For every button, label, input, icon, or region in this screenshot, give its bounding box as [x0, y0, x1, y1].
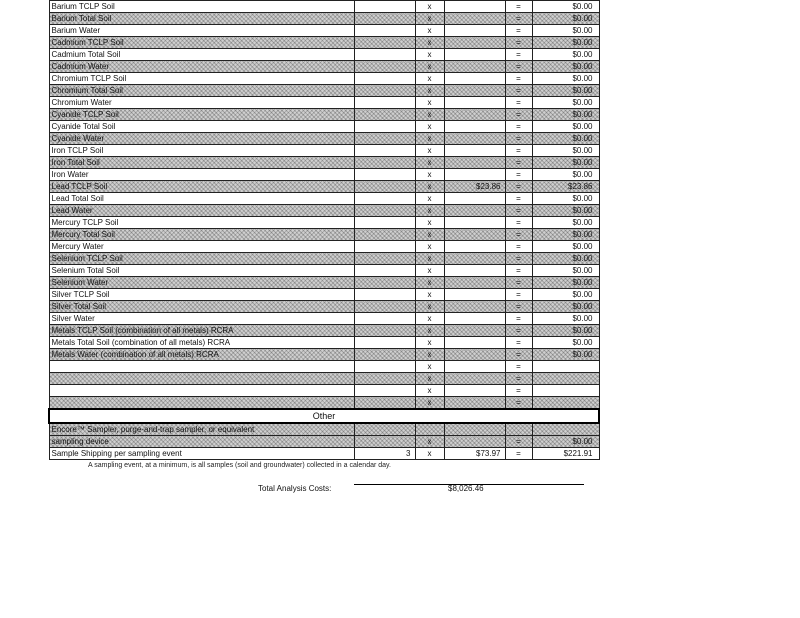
cell-x: x [415, 145, 444, 157]
cell-eq: = [505, 73, 532, 85]
cell-eq: = [505, 337, 532, 349]
cell-x: x [415, 181, 444, 193]
cell-x: x [415, 373, 444, 385]
cell-qty [354, 1, 415, 13]
cell-desc: Cyanide TCLP Soil [49, 109, 354, 121]
cell-unit [444, 1, 505, 13]
cell-total: $0.00 [532, 1, 599, 13]
cell-x: x [415, 361, 444, 373]
table-row [49, 361, 599, 373]
cell-unit [444, 289, 505, 301]
cell-desc [49, 361, 354, 373]
cell-desc [49, 385, 354, 397]
cell-qty [354, 97, 415, 109]
cell-unit [444, 397, 505, 410]
cell-total: $0.00 [532, 13, 599, 25]
cell-unit [444, 85, 505, 97]
cell-desc: Barium Water [49, 25, 354, 37]
cell-unit [444, 229, 505, 241]
cell-qty [354, 373, 415, 385]
table-row [49, 73, 599, 85]
table-row [49, 448, 599, 460]
cell-unit [444, 265, 505, 277]
cell-qty: 3 [354, 448, 415, 460]
cell-x: x [415, 436, 444, 448]
cell-x: x [415, 217, 444, 229]
cell-eq: = [505, 289, 532, 301]
cell-unit [444, 361, 505, 373]
cell-unit [444, 25, 505, 37]
cell-total: $0.00 [532, 109, 599, 121]
total-analysis-value-cell [354, 484, 584, 493]
cell-total: $0.00 [532, 61, 599, 73]
cell-desc [49, 397, 354, 410]
cell-desc: Metals Total Soil (combination of all metals) RCRA [49, 337, 354, 349]
cell-unit [444, 337, 505, 349]
table-row [49, 37, 599, 49]
cell-total: $0.00 [532, 85, 599, 97]
cell-x: x [415, 301, 444, 313]
cell-x: x [415, 313, 444, 325]
cell-total [532, 361, 599, 373]
cell-eq: = [505, 325, 532, 337]
cell-unit [444, 277, 505, 289]
cell-unit [444, 121, 505, 133]
cell-qty [354, 49, 415, 61]
cell-unit [444, 423, 505, 436]
cell-desc: Chromium Total Soil [49, 85, 354, 97]
cell-eq: = [505, 61, 532, 73]
table-row [49, 109, 599, 121]
table-row [49, 97, 599, 109]
cell-total: $0.00 [532, 349, 599, 361]
cell-eq [505, 423, 532, 436]
cell-unit [444, 97, 505, 109]
cell-x: x [415, 277, 444, 289]
cell-total: $0.00 [532, 265, 599, 277]
cell-x: x [415, 37, 444, 49]
cell-x: x [415, 1, 444, 13]
cell-eq: = [505, 301, 532, 313]
cell-total: $221.91 [532, 448, 599, 460]
cell-desc: sampling device [49, 436, 354, 448]
total-analysis-label: Total Analysis Costs: [258, 484, 332, 493]
cell-desc: Selenium Water [49, 277, 354, 289]
cell-qty [354, 193, 415, 205]
cell-unit [444, 313, 505, 325]
cell-desc: Barium TCLP Soil [49, 1, 354, 13]
cell-desc: Silver Water [49, 313, 354, 325]
cell-total: $0.00 [532, 229, 599, 241]
cell-eq: = [505, 181, 532, 193]
cell-eq: = [505, 205, 532, 217]
table-row [49, 49, 599, 61]
cell-unit [444, 13, 505, 25]
cell-desc: Metals TCLP Soil (combination of all metals) RCRA [49, 325, 354, 337]
cell-qty [354, 253, 415, 265]
table-row [49, 121, 599, 133]
analysis-rows [49, 1, 599, 410]
cell-qty [354, 61, 415, 73]
cell-qty [354, 133, 415, 145]
cell-desc: Iron Water [49, 169, 354, 181]
cell-qty [354, 37, 415, 49]
cell-eq: = [505, 349, 532, 361]
cell-total: $0.00 [532, 217, 599, 229]
cell-eq: = [505, 13, 532, 25]
cell-eq: = [505, 448, 532, 460]
cell-x: x [415, 121, 444, 133]
cell-total [532, 373, 599, 385]
cell-qty [354, 217, 415, 229]
cell-eq: = [505, 97, 532, 109]
cell-unit: $73.97 [444, 448, 505, 460]
cell-x: x [415, 49, 444, 61]
table-row [49, 205, 599, 217]
table-row [49, 253, 599, 265]
cell-qty [354, 313, 415, 325]
cell-total [532, 385, 599, 397]
cell-qty [354, 337, 415, 349]
cell-eq: = [505, 1, 532, 13]
cell-x: x [415, 229, 444, 241]
cell-desc: Cadmium Water [49, 61, 354, 73]
cell-qty [354, 181, 415, 193]
table-row [49, 265, 599, 277]
cell-x: x [415, 337, 444, 349]
cell-desc: Cyanide Total Soil [49, 121, 354, 133]
cell-x: x [415, 397, 444, 410]
cell-qty [354, 229, 415, 241]
table-row [49, 385, 599, 397]
cell-eq: = [505, 109, 532, 121]
cell-unit [444, 217, 505, 229]
cell-desc: Encore™ Sampler, purge-and-trap sampler, or equivalent [49, 423, 354, 436]
cell-total: $0.00 [532, 301, 599, 313]
cell-x [415, 423, 444, 436]
table-row [49, 1, 599, 13]
cell-x: x [415, 73, 444, 85]
cell-qty [354, 169, 415, 181]
cell-desc: Chromium Water [49, 97, 354, 109]
cell-total: $0.00 [532, 25, 599, 37]
cell-x: x [415, 13, 444, 25]
cell-unit [444, 373, 505, 385]
cell-x: x [415, 193, 444, 205]
cell-unit [444, 37, 505, 49]
table-row [49, 193, 599, 205]
cell-x: x [415, 157, 444, 169]
cell-qty [354, 385, 415, 397]
table-row [49, 61, 599, 73]
cell-eq: = [505, 277, 532, 289]
table-row [49, 25, 599, 37]
table-row [49, 397, 599, 410]
cell-unit [444, 301, 505, 313]
cell-total: $0.00 [532, 37, 599, 49]
cell-qty [354, 241, 415, 253]
table-row [49, 277, 599, 289]
cell-desc: Silver TCLP Soil [49, 289, 354, 301]
cell-unit [444, 157, 505, 169]
cell-desc: Mercury Water [49, 241, 354, 253]
cell-x: x [415, 241, 444, 253]
cell-unit [444, 385, 505, 397]
cell-desc: Selenium TCLP Soil [49, 253, 354, 265]
table-row [49, 133, 599, 145]
cell-qty [354, 73, 415, 85]
table-row [49, 217, 599, 229]
cell-x: x [415, 205, 444, 217]
cell-unit [444, 436, 505, 448]
cell-qty [354, 423, 415, 436]
cell-desc [49, 373, 354, 385]
other-section-header [49, 409, 599, 423]
cell-qty [354, 157, 415, 169]
cell-total: $0.00 [532, 49, 599, 61]
cell-qty [354, 436, 415, 448]
cell-desc: Lead Water [49, 205, 354, 217]
cell-desc: Metals Water (combination of all metals) RCRA [49, 349, 354, 361]
cell-x: x [415, 109, 444, 121]
cell-qty [354, 301, 415, 313]
cell-x: x [415, 253, 444, 265]
table-row [49, 373, 599, 385]
cell-qty [354, 205, 415, 217]
cell-eq: = [505, 241, 532, 253]
cell-qty [354, 265, 415, 277]
table-row [49, 157, 599, 169]
cell-eq: = [505, 157, 532, 169]
cell-qty [354, 277, 415, 289]
cell-x: x [415, 325, 444, 337]
table-row [49, 349, 599, 361]
cell-total: $0.00 [532, 73, 599, 85]
cost-table [48, 0, 593, 460]
table-row [49, 145, 599, 157]
table-row [49, 423, 599, 436]
cell-eq: = [505, 193, 532, 205]
cell-total [532, 423, 599, 436]
cell-desc: Mercury Total Soil [49, 229, 354, 241]
footnote: A sampling event, at a minimum, is all samples (soil and groundwater) collected in a calendar day. [88, 462, 391, 469]
cell-qty [354, 25, 415, 37]
cell-total: $0.00 [532, 253, 599, 265]
cell-total: $0.00 [532, 325, 599, 337]
cell-total [532, 397, 599, 410]
cell-total: $0.00 [532, 289, 599, 301]
cell-x: x [415, 448, 444, 460]
cell-total: $0.00 [532, 97, 599, 109]
cell-eq: = [505, 397, 532, 410]
cell-desc: Cadmium TCLP Soil [49, 37, 354, 49]
table-row [49, 229, 599, 241]
cell-unit [444, 109, 505, 121]
cell-desc: Silver Total Soil [49, 301, 354, 313]
cell-unit [444, 193, 505, 205]
cell-desc: Chromium TCLP Soil [49, 73, 354, 85]
cell-eq: = [505, 436, 532, 448]
total-analysis-value: $8,026.46 [448, 484, 484, 493]
cell-eq: = [505, 313, 532, 325]
cell-eq: = [505, 253, 532, 265]
cell-qty [354, 109, 415, 121]
cell-eq: = [505, 133, 532, 145]
cell-eq: = [505, 217, 532, 229]
cell-unit [444, 241, 505, 253]
table-row [49, 289, 599, 301]
cell-x: x [415, 169, 444, 181]
cell-desc: Sample Shipping per sampling event [49, 448, 354, 460]
cell-total: $0.00 [532, 436, 599, 448]
cell-eq: = [505, 25, 532, 37]
cell-x: x [415, 61, 444, 73]
cell-x: x [415, 349, 444, 361]
cell-desc: Barium Total Soil [49, 13, 354, 25]
cell-x: x [415, 265, 444, 277]
table-row [49, 85, 599, 97]
cell-unit [444, 61, 505, 73]
table-row [49, 325, 599, 337]
cell-total: $0.00 [532, 277, 599, 289]
cell-x: x [415, 385, 444, 397]
cell-desc: Cyanide Water [49, 133, 354, 145]
cell-total: $0.00 [532, 193, 599, 205]
cell-total: $0.00 [532, 157, 599, 169]
cell-qty [354, 349, 415, 361]
cell-total: $0.00 [532, 313, 599, 325]
cell-eq: = [505, 37, 532, 49]
cell-desc: Lead TCLP Soil [49, 181, 354, 193]
cell-eq: = [505, 361, 532, 373]
cell-total: $23.86 [532, 181, 599, 193]
cell-qty [354, 85, 415, 97]
cell-eq: = [505, 265, 532, 277]
cell-qty [354, 397, 415, 410]
table-row [49, 313, 599, 325]
cell-total: $0.00 [532, 133, 599, 145]
table-row [49, 13, 599, 25]
cell-eq: = [505, 121, 532, 133]
cell-desc: Iron Total Soil [49, 157, 354, 169]
other-rows [49, 423, 599, 460]
cell-qty [354, 121, 415, 133]
cell-qty [354, 325, 415, 337]
cell-eq: = [505, 229, 532, 241]
cell-qty [354, 145, 415, 157]
cell-total: $0.00 [532, 121, 599, 133]
cell-x: x [415, 85, 444, 97]
cell-total: $0.00 [532, 145, 599, 157]
cell-unit [444, 73, 505, 85]
cell-eq: = [505, 85, 532, 97]
cell-total: $0.00 [532, 337, 599, 349]
cell-eq: = [505, 373, 532, 385]
cell-unit [444, 325, 505, 337]
cell-x: x [415, 97, 444, 109]
table-row [49, 337, 599, 349]
cell-desc: Selenium Total Soil [49, 265, 354, 277]
cell-x: x [415, 133, 444, 145]
cell-unit [444, 205, 505, 217]
cell-unit [444, 49, 505, 61]
cell-desc: Lead Total Soil [49, 193, 354, 205]
cell-total: $0.00 [532, 205, 599, 217]
cell-unit [444, 133, 505, 145]
cell-unit [444, 253, 505, 265]
cell-unit [444, 145, 505, 157]
cell-unit [444, 349, 505, 361]
cell-desc: Iron TCLP Soil [49, 145, 354, 157]
cell-qty [354, 361, 415, 373]
cell-x: x [415, 289, 444, 301]
cell-eq: = [505, 145, 532, 157]
cell-total: $0.00 [532, 241, 599, 253]
cell-eq: = [505, 49, 532, 61]
cell-qty [354, 13, 415, 25]
cell-qty [354, 289, 415, 301]
total-analysis-costs [258, 484, 584, 498]
cell-x: x [415, 25, 444, 37]
table-row [49, 181, 599, 193]
cell-desc: Cadmium Total Soil [49, 49, 354, 61]
cell-desc: Mercury TCLP Soil [49, 217, 354, 229]
other-section-title: Other [49, 409, 599, 423]
table-row [49, 436, 599, 448]
table-row [49, 241, 599, 253]
cell-total: $0.00 [532, 169, 599, 181]
cell-eq: = [505, 169, 532, 181]
cell-eq: = [505, 385, 532, 397]
table-row [49, 169, 599, 181]
cell-unit [444, 169, 505, 181]
cell-unit: $23.86 [444, 181, 505, 193]
table-row [49, 301, 599, 313]
